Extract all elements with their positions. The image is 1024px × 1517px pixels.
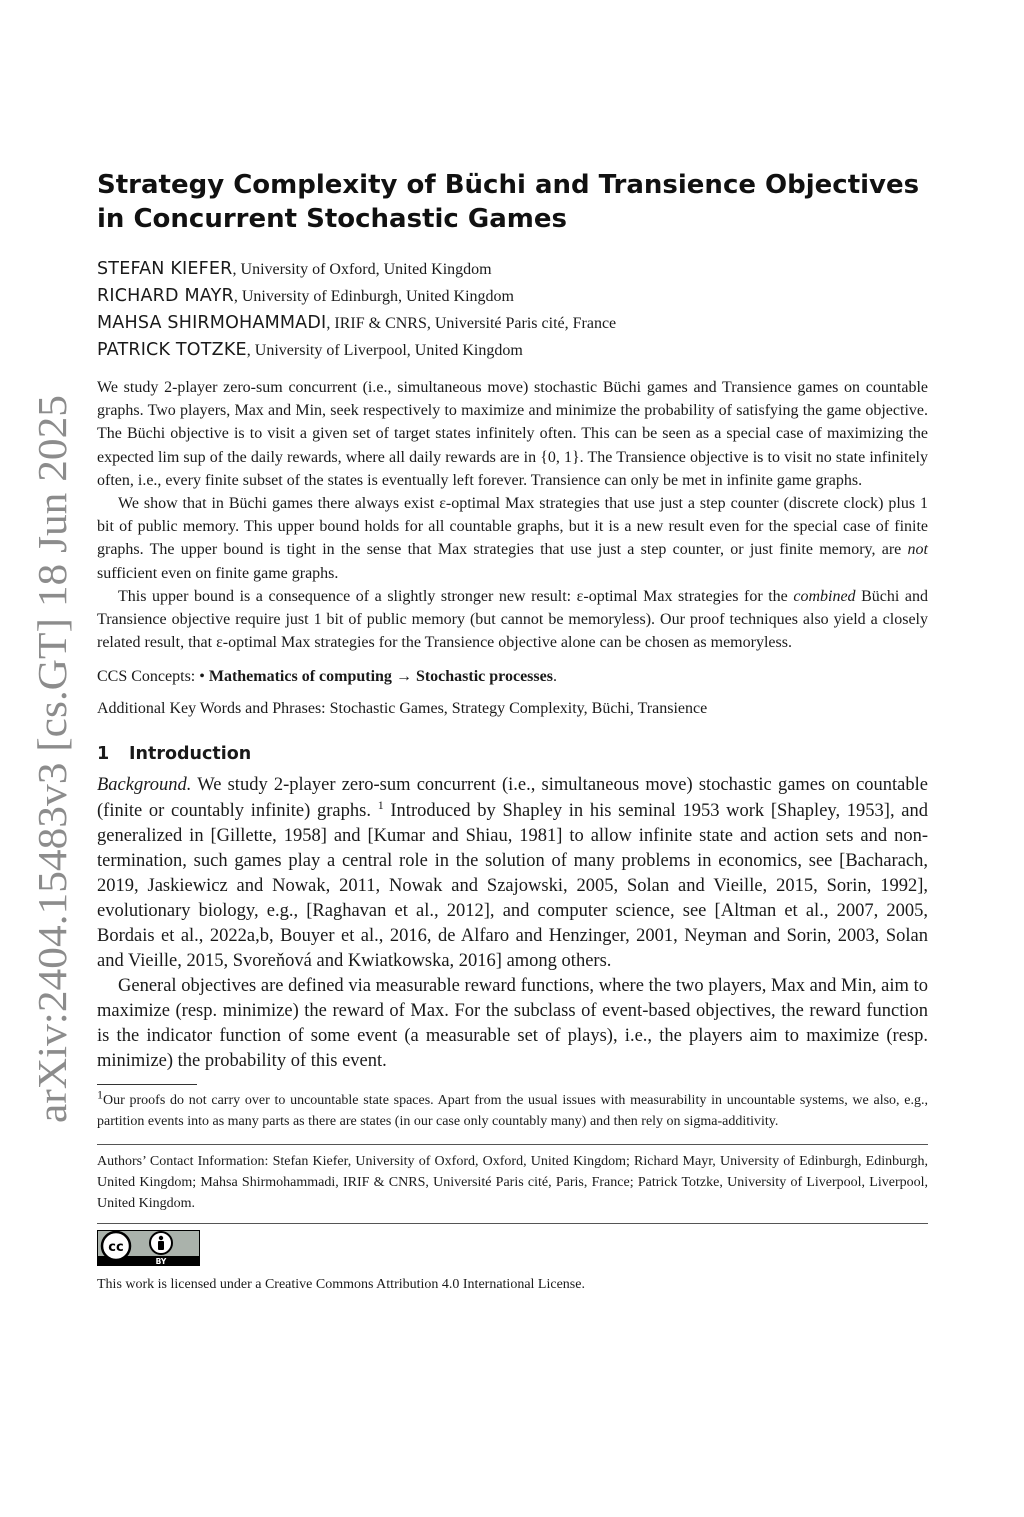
paper-title: Strategy Complexity of Büchi and Transience Objectives in Concurrent Stochastic Games (97, 170, 920, 234)
arxiv-stamp (20, 395, 80, 1125)
ccs-arrow: → (391, 668, 416, 686)
emphasis: combined (793, 587, 856, 605)
author-affiliation: University of Oxford, United Kingdom (240, 261, 492, 278)
body-text: Introduced by Shapley in his seminal 1953 work [Shapley, 1953], and generalized in [Gillette, 1958] and [Kumar and Shiau, 1981] to allow infinite state and action sets and non-termination, such games play a central role in the solution of many problems in economics, see [Bacharach, 2019, Jaskiewicz and Nowak, 2011, Nowak and Szajowski, 2005, Solan and Vieille, 2015, Sorin, 1992], evolutionary biology, e.g., [Raghavan et al., 2012], and computer science, see [Altman et al., 2007, 2005, Bordais et al., 2022a,b, Bouyer et al., 2016, de Alfaro and Henzinger, 2001, Neyman and Sorin, 2003, Solan and Vieille, 2015, Svoreňová and Kwiatkowska, 2016] among others. (97, 800, 928, 972)
section-number: 1 (97, 744, 110, 765)
ccs-end: . (552, 668, 557, 686)
author-name: RICHARD MAYR (97, 286, 234, 306)
cc-by-icon[interactable] (97, 1230, 200, 1266)
emphasis: not (907, 541, 928, 559)
abstract-text: We study 2-player zero-sum concurrent (i.e., simultaneous move) stochastic Büchi games and Transience games on countable graphs. Two players, Max and Min, seek respectively to maximize and minimize the probability of satisfying the game objective. The Büchi objective is to visit a given set of target states infinitely often. This can be seen as a special case of maximizing the expected lim sup of the daily rewards, where all daily rewards are in {0, 1}. The Transience objective is to visit no state infinitely often, i.e., every finite subset of the states is eventually left forever. Transience can only be met in infinite game graphs. (97, 379, 928, 489)
footnote (97, 1086, 928, 1132)
abstract-text: sufficient even on finite game graphs. (97, 564, 339, 582)
by-body (158, 1241, 164, 1250)
author-affiliation: IRIF & CNRS, Université Paris cité, France (334, 315, 617, 332)
abstract-text: We show that in Büchi games there always exist ε-optimal Max strategies that use just a step counter (discrete clock) plus 1 bit of public memory. This upper bound holds for all countable graphs, but it is a new result even for the special case of finite graphs. The upper bound is tight in the sense that Max strategies that use just a step counter, or just finite memory, are (97, 495, 928, 559)
author-name: STEFAN KIEFER (97, 259, 233, 279)
abstract-paragraph (97, 492, 928, 585)
by-head (159, 1235, 163, 1239)
footnote-ref[interactable]: 1 (377, 797, 384, 812)
section-title: Introduction (129, 744, 252, 765)
author-entry: STEFAN KIEFER, University of Oxford, United Kingdom (97, 259, 492, 279)
arxiv-watermark (20, 395, 80, 1125)
arxiv-id: arXiv:2404.15483v3 [cs.GT] 18 Jun 2025 (29, 435, 75, 1123)
body-text: General objectives are defined via measurable reward functions, where the two players, Max and Min, aim to maximize (resp. minimize) the reward of Max. For the subclass of event-based objectives, the reward function is the indicator function of some event (a measurable set of plays), i.e., the players aim to maximize (resp. minimize) the probability of this event. (97, 976, 928, 1072)
ccs-label: CCS Concepts: • (97, 668, 209, 686)
footnote-text: Our proofs do not carry over to uncountable state spaces. Apart from the usual issues with measurability in uncountable systems, we also, e.g., partition events into as many parts as there are states (in our case only countably many) and then rely on sigma-additivity. (97, 1092, 928, 1129)
abstract (97, 376, 928, 654)
body-paragraph (97, 773, 928, 974)
cc-license-badge[interactable] (97, 1230, 928, 1266)
section-heading (97, 742, 928, 766)
ccs-concept: Mathematics of computing (208, 668, 392, 686)
paragraph-label: Background. (97, 775, 192, 796)
abstract-text: Büchi and Transience objective require just 1 bit of public memory (but cannot be memoryless). Our proof techniques also yield a closely related result, that ε-optimal Max strategies for the Transience objective alone can be chosen as memoryless. (97, 587, 928, 652)
abstract-paragraph (97, 585, 928, 655)
body-paragraph (97, 974, 928, 1074)
ccs-concepts (97, 666, 928, 688)
ccs-subconcept: Stochastic processes (415, 668, 553, 686)
body-text: We study 2-player zero-sum concurrent (i.e., simultaneous move) stochastic games on countable (finite or countably infinite) graphs. (97, 775, 928, 821)
author-entry: PATRICK TOTZKE, University of Liverpool, United Kingdom (97, 340, 523, 360)
author-list (97, 256, 928, 364)
abstract-text: This upper bound is a consequence of a slightly stronger new result: ε-optimal Max strategies for the (118, 587, 794, 605)
paper-page (97, 168, 928, 1295)
author-entry: RICHARD MAYR, University of Edinburgh, United Kingdom (97, 286, 514, 306)
abstract-paragraph (97, 376, 928, 492)
license-text: This work is licensed under a Creative Commons Attribution 4.0 International License. (97, 1276, 585, 1292)
by-label: BY (155, 1256, 167, 1266)
author-contact-info: Authors’ Contact Information: Stefan Kiefer, University of Oxford, Oxford, United Kingdom; Richard Mayr, University of Edinburgh, Edinburgh, United Kingdom; Mahsa Shirmohammadi, IRIF & CNRS, Université Paris cité, Paris, France; Patrick Totzke, University of Liverpool, Liverpool, United Kingdom. (97, 1153, 928, 1211)
footnote-mark: 1 (97, 1086, 103, 1101)
author-affiliation: University of Liverpool, United Kingdom (254, 342, 523, 359)
cc-glyph: cc (108, 1239, 124, 1255)
author-entry: MAHSA SHIRMOHAMMADI, IRIF & CNRS, Université Paris cité, France (97, 313, 617, 333)
author-name: PATRICK TOTZKE (97, 340, 247, 360)
keywords: Additional Key Words and Phrases: Stochastic Games, Strategy Complexity, Büchi, Transience (97, 700, 708, 718)
footnote-divider (97, 1084, 197, 1085)
introduction-body (97, 773, 928, 1074)
author-affiliation: University of Edinburgh, United Kingdom (241, 288, 514, 305)
author-name: MAHSA SHIRMOHAMMADI (97, 313, 327, 333)
contact-bottom-rule (97, 1223, 928, 1224)
